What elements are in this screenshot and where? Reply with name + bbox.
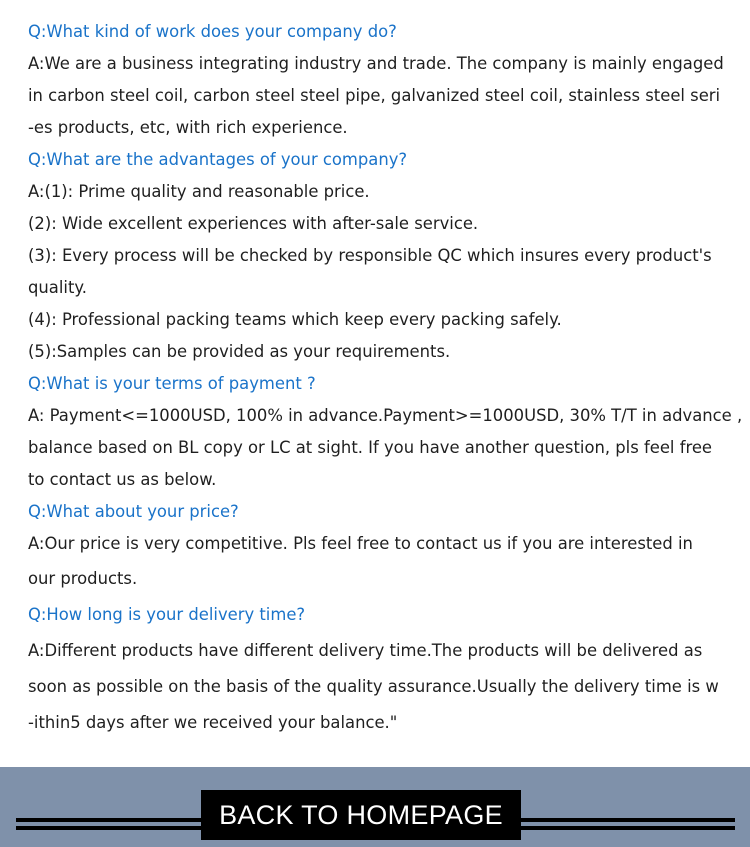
faq-answer-line: soon as possible on the basis of the quality assurance.Usually the delivery time is w: [28, 677, 719, 696]
faq-answer-line: to contact us as below.: [28, 470, 217, 489]
faq-answer-line: balance based on BL copy or LC at sight. If you have another question, pls feel free: [28, 438, 713, 457]
faq-question: Q:What kind of work does your company do?: [28, 22, 397, 41]
faq-answer-line: -ithin5 days after we received your balance.": [28, 713, 398, 732]
faq-question: Q:What about your price?: [28, 502, 239, 521]
faq-answer-line: (3): Every process will be checked by responsible QC which insures every product's: [28, 246, 712, 265]
divider-right-lower: [521, 826, 735, 830]
faq-answer-line: (4): Professional packing teams which keep every packing safely.: [28, 310, 562, 329]
faq-answer-line: our products.: [28, 569, 138, 588]
faq-answer-line: A: Payment<=1000USD, 100% in advance.Payment>=1000USD, 30% T/T in advance ,: [28, 406, 743, 425]
faq-question: Q:What is your terms of payment ?: [28, 374, 316, 393]
back-to-homepage-button[interactable]: BACK TO HOMEPAGE: [201, 790, 521, 840]
divider-right: [521, 818, 735, 822]
faq-question: Q:How long is your delivery time?: [28, 605, 306, 624]
faq-answer-line: (5):Samples can be provided as your requirements.: [28, 342, 451, 361]
divider-left: [16, 818, 201, 822]
faq-answer-line: -es products, etc, with rich experience.: [28, 118, 348, 137]
faq-answer-line: in carbon steel coil, carbon steel steel pipe, galvanized steel coil, stainless steel seri: [28, 86, 721, 105]
divider-left-lower: [16, 826, 201, 830]
faq-answer-line: A:Our price is very competitive. Pls feel free to contact us if you are interested in: [28, 534, 693, 553]
footer-bar: [0, 767, 750, 847]
faq-question: Q:What are the advantages of your company?: [28, 150, 408, 169]
faq-answer-line: quality.: [28, 278, 87, 297]
faq-answer-line: A:(1): Prime quality and reasonable price.: [28, 182, 370, 201]
faq-answer-line: A:We are a business integrating industry and trade. The company is mainly engaged: [28, 54, 724, 73]
faq-answer-line: (2): Wide excellent experiences with after-sale service.: [28, 214, 479, 233]
faq-answer-line: A:Different products have different delivery time.The products will be delivered as: [28, 641, 703, 660]
